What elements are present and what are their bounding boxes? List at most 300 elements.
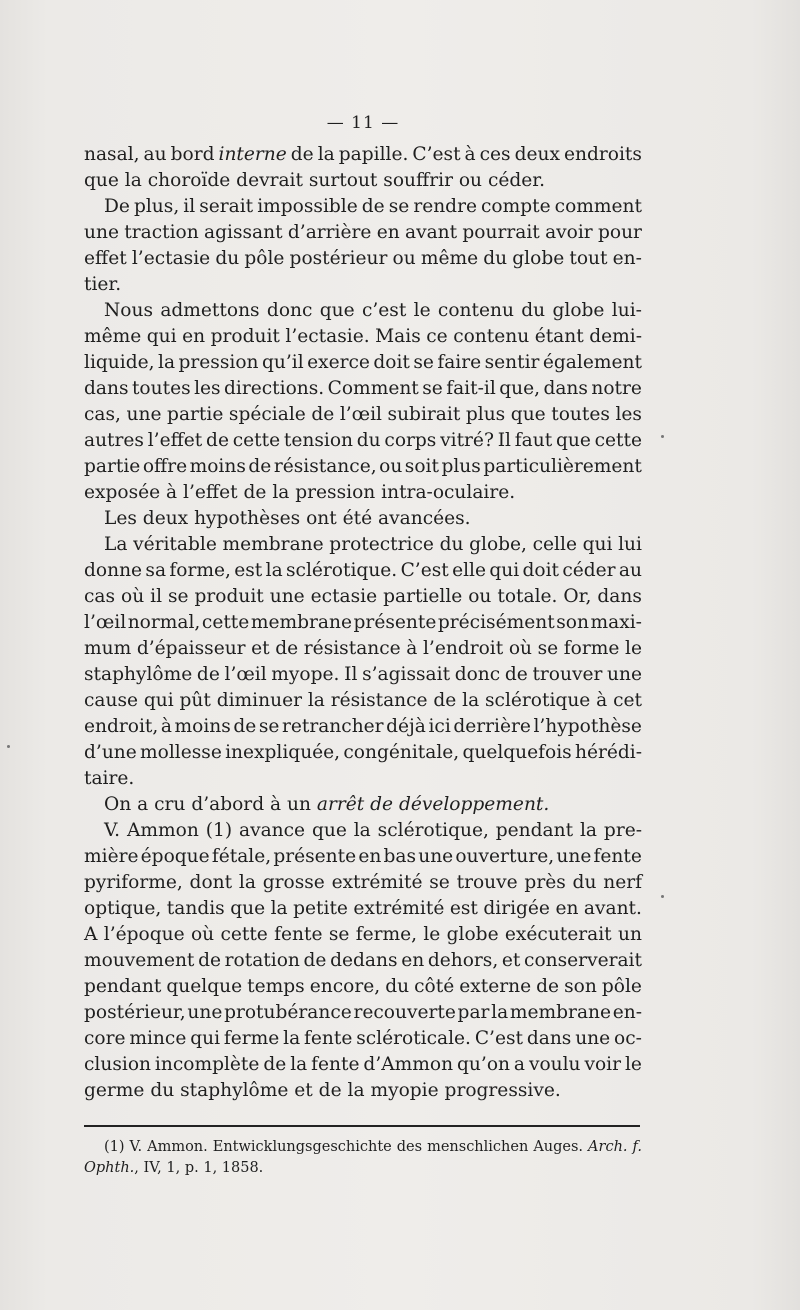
word: en-	[612, 1002, 642, 1023]
word: la	[491, 1002, 509, 1023]
word: la	[579, 820, 598, 841]
word: de	[303, 950, 327, 971]
word: que	[311, 820, 347, 841]
word: protubérance	[224, 1002, 352, 1023]
word: l’effet	[147, 430, 203, 451]
word: le	[423, 924, 441, 945]
word: se	[167, 586, 189, 607]
word: ferme,	[355, 924, 418, 945]
word: offre	[142, 456, 188, 477]
word: encore,	[309, 976, 381, 997]
word: du	[385, 976, 410, 997]
word: effet	[84, 248, 127, 269]
word: toutes	[551, 404, 610, 425]
word: V.	[129, 1139, 143, 1155]
word: que,	[499, 378, 540, 399]
word: protectrice	[329, 534, 434, 555]
word: dedans	[330, 950, 398, 971]
word: quelquefois	[462, 742, 572, 763]
text-run: que la choroïde devrait surtout souffrir ou céder.	[84, 170, 546, 191]
word: est	[234, 560, 263, 581]
word: de	[196, 664, 220, 685]
word: la	[283, 1028, 301, 1049]
word: Nous	[104, 300, 153, 321]
word: C’est	[412, 144, 461, 165]
word: que	[555, 430, 591, 451]
word: l’œil	[224, 664, 267, 685]
word: l’hypothèse	[533, 716, 642, 737]
word: fait-il	[446, 378, 496, 399]
word: mière	[84, 846, 139, 867]
body-line	[84, 454, 642, 480]
body-line	[84, 376, 642, 402]
word: de	[206, 430, 229, 451]
word: avance	[238, 820, 306, 841]
word: directions.	[224, 378, 325, 399]
word: totale.	[497, 586, 558, 607]
word: les	[194, 378, 221, 399]
word: globe	[512, 248, 565, 269]
word: se	[413, 352, 434, 373]
text-run: Ophth.	[84, 1160, 135, 1176]
footnote-line	[84, 1158, 642, 1179]
body-line	[84, 142, 642, 168]
word: ici	[428, 716, 451, 737]
word: fente	[593, 846, 642, 867]
word: exécuterait	[504, 924, 612, 945]
word: dehors,	[427, 950, 499, 971]
word: avoir	[545, 222, 593, 243]
word: De	[104, 196, 130, 217]
word: dirigée	[483, 898, 550, 919]
word: core	[84, 1028, 126, 1049]
word: ouverture,	[455, 846, 555, 867]
word: globe	[446, 924, 499, 945]
body-line	[84, 766, 642, 792]
word: l’ectasie	[131, 248, 211, 269]
word: soit	[404, 456, 439, 477]
word: de	[311, 404, 335, 425]
word: scléroticale.	[356, 1028, 471, 1049]
word: pôle	[244, 248, 285, 269]
word: C’est	[474, 1028, 523, 1049]
word: avant.	[583, 898, 642, 919]
word: Or,	[563, 586, 592, 607]
word: corps	[384, 430, 437, 451]
word: endroits	[563, 144, 642, 165]
word: en	[401, 950, 425, 971]
word: faire	[437, 352, 482, 373]
word: donc	[266, 300, 313, 321]
word: pour	[597, 222, 642, 243]
word: moins	[174, 716, 231, 737]
word: en	[555, 898, 579, 919]
word: spéciale	[228, 404, 306, 425]
word: elle	[452, 560, 486, 581]
word: au	[618, 560, 642, 581]
word: de	[536, 976, 560, 997]
word: membrane	[250, 612, 352, 633]
word: diminuer	[216, 690, 302, 711]
word: optique,	[84, 898, 162, 919]
word: d’Ammon	[363, 1054, 454, 1075]
word: pression	[178, 352, 259, 373]
word: à	[464, 144, 476, 165]
word: menschlichen	[427, 1139, 529, 1155]
body-line	[84, 1000, 642, 1026]
word: recouverte	[353, 1002, 456, 1023]
word: donne	[84, 560, 143, 581]
word: globe,	[469, 534, 527, 555]
word: Il	[344, 664, 358, 685]
body-line	[84, 948, 642, 974]
margin-speck	[661, 895, 664, 898]
word: partielle	[383, 586, 463, 607]
word: à	[160, 716, 172, 737]
word: comment	[554, 196, 642, 217]
word: hérédi-	[574, 742, 642, 763]
word: Mais	[375, 326, 421, 347]
word: de	[198, 950, 221, 971]
word: vitré?	[440, 430, 494, 451]
word: pût	[179, 690, 211, 711]
word: rotation	[224, 950, 300, 971]
body-line	[84, 532, 642, 558]
word: (1)	[104, 1139, 125, 1155]
word: compte	[481, 196, 551, 217]
word: se	[258, 716, 280, 737]
word: sclérotique.	[286, 560, 398, 581]
word: moins	[189, 456, 246, 477]
word: de	[361, 196, 385, 217]
word: se	[429, 872, 450, 893]
word: une	[575, 1028, 611, 1049]
word: bord	[170, 144, 215, 165]
word: forme,	[169, 560, 231, 581]
word: partie	[167, 404, 224, 425]
word: la	[290, 1054, 308, 1075]
word: d’épaisseur	[136, 638, 246, 659]
word: incomplète	[154, 1054, 260, 1075]
word: qui	[489, 560, 520, 581]
word: produit	[210, 326, 280, 347]
word: de	[290, 144, 314, 165]
word: qui	[146, 326, 177, 347]
margin-speck	[7, 745, 10, 748]
word: se	[388, 196, 410, 217]
word: notre	[591, 378, 642, 399]
word: la	[158, 352, 176, 373]
word: ou	[392, 248, 416, 269]
word: sclérotique	[485, 690, 591, 711]
word: trouve	[456, 872, 518, 893]
word: faut	[514, 430, 553, 451]
word: quelque	[166, 976, 243, 997]
word: qu’on	[457, 1054, 510, 1075]
word: du	[521, 300, 546, 321]
footnote-line	[84, 1137, 642, 1158]
body-line	[84, 922, 642, 948]
word: voir	[584, 1054, 622, 1075]
word: au	[143, 144, 167, 165]
word: époque	[140, 846, 210, 867]
word: son	[564, 976, 597, 997]
word: son	[556, 612, 589, 633]
word: cas	[84, 586, 116, 607]
word: qu’il	[261, 352, 304, 373]
word: à	[406, 638, 418, 659]
word: sa	[145, 560, 167, 581]
word: lui	[618, 534, 642, 555]
word: membrane	[222, 534, 324, 555]
word: fente	[304, 1028, 353, 1049]
body-line	[84, 506, 642, 532]
word: f.	[632, 1139, 642, 1155]
word: derrière	[453, 716, 531, 737]
word: nerf	[603, 872, 642, 893]
word: du	[215, 248, 240, 269]
word: même	[420, 248, 479, 269]
word: résistance,	[273, 456, 377, 477]
word: une	[269, 586, 305, 607]
word: les	[615, 404, 642, 425]
word: pyriforme,	[84, 872, 183, 893]
word: résistance	[303, 638, 401, 659]
word: pendant	[495, 820, 574, 841]
word: La	[104, 534, 128, 555]
word: dans	[526, 1028, 572, 1049]
word: c’est	[361, 300, 407, 321]
word: une	[126, 404, 162, 425]
word: clusion	[84, 1054, 151, 1075]
word: exerce	[307, 352, 370, 373]
body-line	[84, 168, 642, 194]
body-line	[84, 558, 642, 584]
word: partie	[84, 456, 141, 477]
word: tandis	[166, 898, 225, 919]
word: celle	[532, 534, 577, 555]
word: plus,	[133, 196, 180, 217]
word: Ammon	[126, 820, 199, 841]
word: le	[624, 1054, 642, 1075]
word: demi-	[589, 326, 642, 347]
word: ectasie	[310, 586, 378, 607]
word: du	[356, 430, 381, 451]
word: serait	[199, 196, 254, 217]
body-line	[84, 1052, 642, 1078]
word: et	[251, 638, 270, 659]
word: Entwicklungsgeschichte	[212, 1139, 392, 1155]
word: l’endroit	[422, 638, 504, 659]
word: (1)	[205, 820, 233, 841]
word: une	[187, 1002, 223, 1023]
word: A	[84, 924, 98, 945]
footnote	[84, 1137, 642, 1179]
text-run: On a cru d’abord à un	[104, 794, 317, 815]
body-line	[84, 740, 642, 766]
word: grosse	[262, 872, 325, 893]
word: mouvement	[84, 950, 195, 971]
word: temps	[247, 976, 305, 997]
word: Arch.	[588, 1139, 628, 1155]
word: lui-	[611, 300, 642, 321]
word: de	[263, 1054, 287, 1075]
word: d’une	[84, 742, 137, 763]
footnote-rule	[84, 1125, 640, 1127]
word: endroit,	[84, 716, 159, 737]
body-line	[84, 272, 642, 298]
word: la	[462, 690, 480, 711]
body-line	[84, 584, 642, 610]
word: congénitale,	[343, 742, 460, 763]
word: l’époque	[103, 924, 185, 945]
word: déjà	[386, 716, 426, 737]
word: extrémité	[353, 898, 445, 919]
word: voulu	[528, 1054, 581, 1075]
word: cet	[613, 690, 642, 711]
word: trouver	[532, 664, 603, 685]
word: C’est	[400, 560, 449, 581]
text-run: Les deux hypothèses ont été avancées.	[104, 508, 471, 529]
body-line	[84, 298, 642, 324]
text-run: taire.	[84, 768, 135, 789]
word: en	[182, 326, 206, 347]
body-line	[84, 896, 642, 922]
word: résistance	[330, 690, 428, 711]
word: admettons	[160, 300, 260, 321]
body-line	[84, 402, 642, 428]
word: staphylôme	[84, 664, 193, 685]
word: externe	[459, 976, 532, 997]
word: cette	[201, 612, 250, 633]
word: doit	[373, 352, 410, 373]
word: tension	[283, 430, 353, 451]
word: étant	[534, 326, 584, 347]
word: de	[233, 716, 257, 737]
word: subirait	[387, 404, 461, 425]
word: la	[353, 820, 371, 841]
body-line	[84, 480, 642, 506]
word: de	[433, 690, 457, 711]
word: présente	[273, 846, 357, 867]
word: une	[418, 846, 454, 867]
word: cause	[84, 690, 139, 711]
body-line	[84, 662, 642, 688]
word: fétale,	[211, 846, 272, 867]
word: présente	[353, 612, 437, 633]
word: mum	[84, 638, 132, 659]
body-line	[84, 194, 642, 220]
body-line	[84, 844, 642, 870]
word: nasal,	[84, 144, 140, 165]
word: que	[319, 300, 355, 321]
word: par	[457, 1002, 490, 1023]
word: la	[270, 898, 288, 919]
body-line	[84, 714, 642, 740]
word: est	[449, 898, 478, 919]
word: l’œil	[84, 612, 127, 633]
body-line	[84, 1078, 642, 1104]
word: la	[265, 560, 283, 581]
word: ferme	[223, 1028, 280, 1049]
word: dans	[597, 586, 642, 607]
word: le	[625, 638, 642, 659]
word: cas,	[84, 404, 121, 425]
body-line	[84, 870, 642, 896]
word: également	[542, 352, 642, 373]
word: inexpliquée,	[225, 742, 341, 763]
word: mollesse	[140, 742, 222, 763]
word: de	[275, 638, 299, 659]
word: une	[607, 664, 642, 685]
body-line	[84, 350, 642, 376]
word: qui	[190, 1028, 221, 1049]
word: se	[537, 638, 559, 659]
word: postérieur	[289, 248, 388, 269]
word: pendant	[84, 976, 162, 997]
word: contenu	[437, 300, 514, 321]
text-run: exposée à l’effet de la pression intra-oculaire.	[84, 482, 516, 503]
word: qui	[582, 534, 613, 555]
word: s’agissait	[362, 664, 451, 685]
word: impossible	[257, 196, 358, 217]
word: doit	[522, 560, 560, 581]
word: fente	[311, 1054, 360, 1075]
word: sclérotique,	[377, 820, 489, 841]
word: V.	[104, 820, 121, 841]
word: petite	[293, 898, 348, 919]
body-line	[84, 220, 642, 246]
word: cette	[220, 924, 268, 945]
word: pre-	[603, 820, 642, 841]
word: avant	[404, 222, 458, 243]
word: ce	[426, 326, 448, 347]
word: cette	[232, 430, 281, 451]
text-run: , IV, 1, p. 1, 1858.	[134, 1160, 264, 1176]
body-line	[84, 246, 642, 272]
word: il	[150, 586, 163, 607]
word: ou	[468, 586, 492, 607]
word: du	[483, 248, 508, 269]
word: globe	[552, 300, 605, 321]
word: mince	[129, 1028, 187, 1049]
word: le	[413, 300, 431, 321]
word: forme	[563, 638, 620, 659]
word: pôle	[601, 976, 642, 997]
word: dont	[189, 872, 233, 893]
word: même	[84, 326, 142, 347]
word: membrane	[509, 1002, 612, 1023]
word: oc-	[614, 1028, 642, 1049]
word: agissant	[204, 222, 283, 243]
body-line	[84, 792, 642, 818]
word: une	[556, 846, 592, 867]
word: d’arrière	[287, 222, 372, 243]
body-line	[84, 428, 642, 454]
word: postérieur,	[84, 1002, 186, 1023]
word: se	[328, 924, 350, 945]
word: ces	[479, 144, 511, 165]
word: la	[307, 690, 325, 711]
word: particulièrement	[483, 456, 642, 477]
word: l’œil	[339, 404, 382, 425]
word: à	[596, 690, 608, 711]
word: cette	[594, 430, 642, 451]
word: interne	[218, 144, 287, 165]
word: sentir	[484, 352, 540, 373]
word: toutes	[131, 378, 191, 399]
word: normal,	[127, 612, 201, 633]
